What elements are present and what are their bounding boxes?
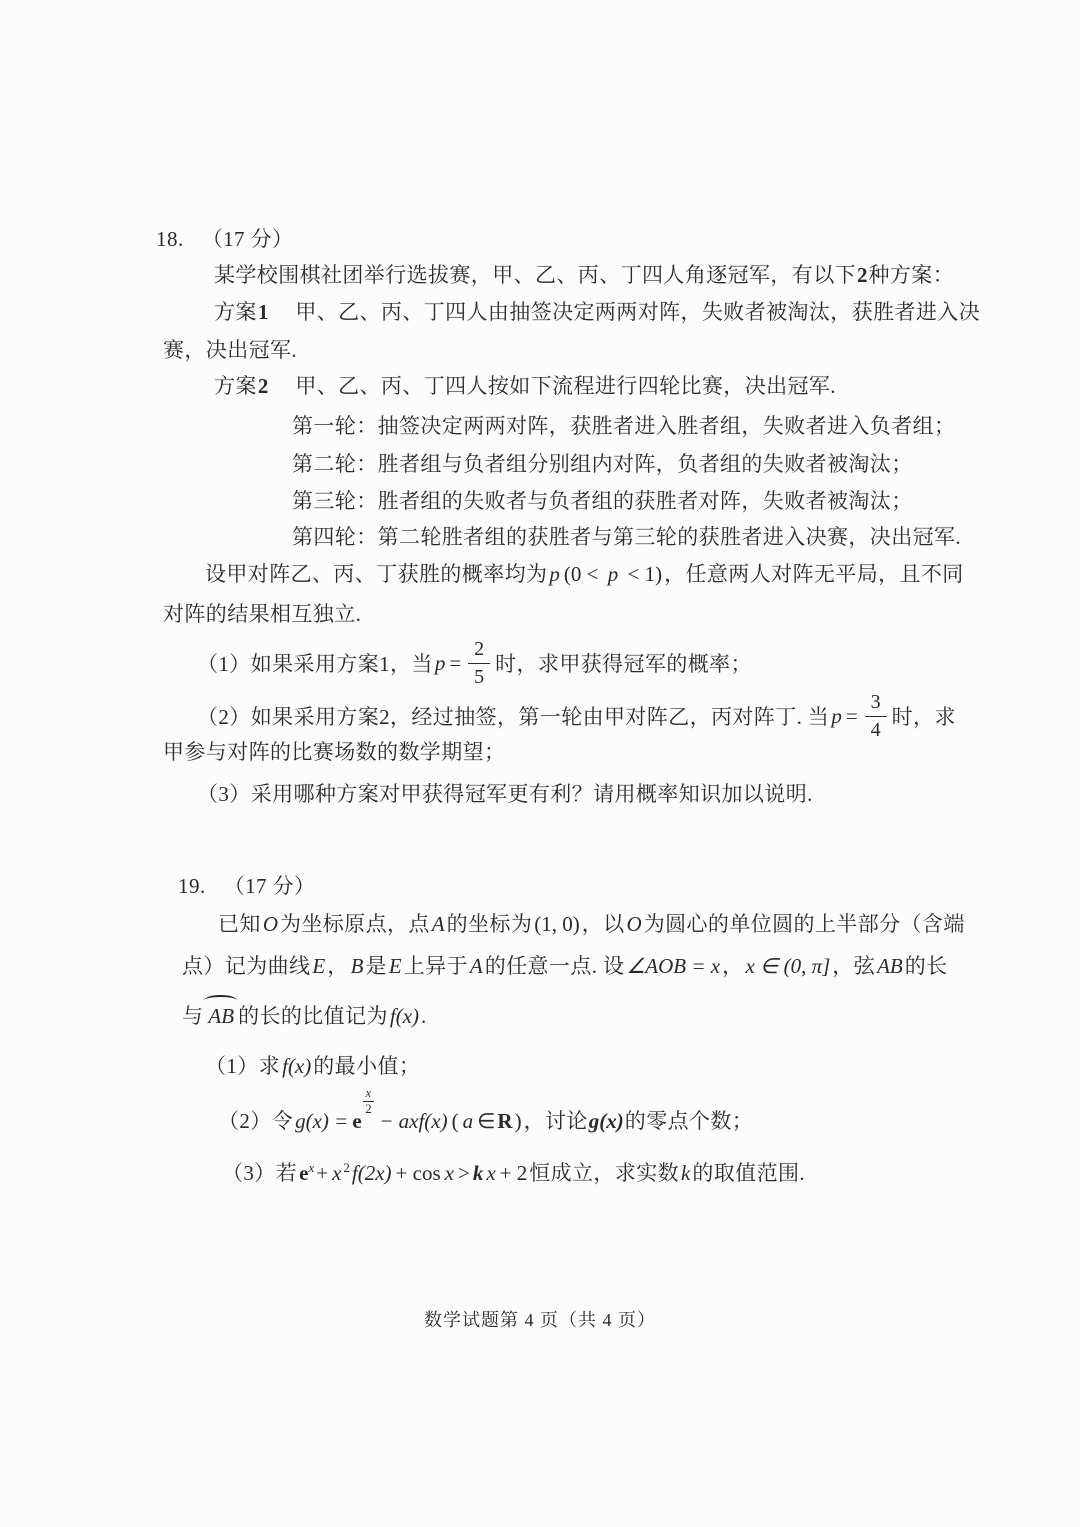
math-paren: (0 < — [563, 562, 604, 586]
math-var-p: p — [434, 650, 446, 675]
problem-18-number: 18. — [156, 227, 184, 251]
text-run: 与 — [182, 1004, 204, 1028]
plan2-label-number: 2 — [257, 374, 269, 398]
q2-text-end: 时，求 — [891, 705, 956, 729]
text-run: 恒成立，求实数 — [529, 1161, 680, 1185]
math-fx: f(x) — [389, 1004, 420, 1028]
text-run: 上异于 — [403, 954, 468, 978]
plan1-text-cont: 赛，决出冠军. — [163, 338, 298, 362]
p19-intro-line2 — [182, 953, 948, 980]
text-run: ， — [327, 954, 349, 978]
math-var-B: B — [350, 954, 364, 978]
p19-intro-line3 — [182, 1003, 427, 1030]
math-var-p: p — [607, 562, 619, 586]
p19-question-1 — [205, 1053, 420, 1080]
fraction-numerator: 2 — [468, 638, 490, 664]
problem-19-number: 19. — [178, 874, 206, 898]
plan1-text: 甲、乙、丙、丁四人由抽签决定两两对阵，失败者被淘汰，获胜者进入决 — [295, 300, 981, 324]
problem-19-heading — [178, 873, 315, 900]
math-axfx: − axf(x) — [379, 1109, 448, 1134]
plan2-label: 方案 — [214, 374, 257, 398]
q1-text-end: 时，求甲获得冠军的概率； — [495, 652, 752, 676]
round-4-text: 第四轮：第二轮胜者组的获胜者与第三轮的获胜者进入决赛，决出冠军. — [292, 525, 962, 549]
math-var-E: E — [312, 954, 326, 978]
math-var-x: x — [444, 1161, 454, 1185]
math-var-x: x — [486, 1161, 496, 1185]
text-run: . — [421, 1004, 427, 1028]
assumption-text: 设甲对阵乙、丙、丁获胜的概率均为 — [205, 562, 548, 586]
equals-sign: = — [845, 703, 858, 728]
math-paren: ( — [451, 1109, 459, 1134]
math-f2x: f(2x) — [351, 1161, 392, 1185]
element-of-symbol: ∈ — [477, 1109, 496, 1134]
round-4-line — [292, 524, 961, 551]
fraction-denominator: 4 — [870, 718, 881, 741]
math-paren: < 1) — [622, 562, 663, 586]
plan1-line1 — [214, 299, 980, 326]
round-2-text: 第二轮：胜者组与负者组分别组内对阵，负者组的失败者被淘汰； — [292, 452, 913, 476]
plan2-text: 甲、乙、丙、丁四人按如下流程进行四轮比赛，决出冠军. — [295, 374, 836, 398]
problem-18-heading — [156, 226, 293, 253]
p19-question-2 — [218, 1086, 754, 1135]
math-arc-AB: AB — [206, 1003, 236, 1030]
cosine-term: + cos — [395, 1161, 441, 1185]
round-1-text: 第一轮：抽签决定两两对阵，获胜者进入胜者组，失败者进入负者组； — [292, 414, 956, 438]
problem-18-intro — [214, 262, 954, 289]
footer-page-indicator: 数学试题第 4 页（共 4 页） — [424, 1310, 656, 1330]
intro-plan-count: 2 — [857, 263, 868, 287]
round-1-line — [292, 413, 955, 440]
q2-text: （2）如果采用方案2，经过抽签，第一轮由甲对阵乙，丙对阵丁. 当 — [197, 705, 830, 729]
math-e: e — [352, 1109, 362, 1134]
math-var-k: k — [681, 1161, 691, 1185]
math-e: e — [299, 1161, 309, 1185]
math-var-p: p — [831, 703, 842, 728]
equals-sign: = — [449, 650, 462, 675]
math-var-a: a — [462, 1109, 474, 1134]
math-gx: g(x) — [588, 1109, 624, 1134]
problem-18-points: （17 分） — [201, 227, 294, 251]
fraction-two-fifths — [468, 638, 490, 689]
math-var-k: k — [472, 1161, 484, 1185]
text-run: 的坐标为 — [446, 912, 533, 936]
text-run: 已知 — [218, 912, 261, 936]
math-var-O: O — [626, 912, 642, 936]
assumption-line2 — [163, 601, 361, 628]
round-3-text: 第三轮：胜者组的失败者与负者组的获胜者对阵，失败者被淘汰； — [292, 489, 913, 513]
greater-than-sign: > — [457, 1161, 470, 1185]
math-paren: ) — [514, 1109, 522, 1134]
text-run: 为坐标原点，点 — [279, 912, 430, 936]
q3-text: （3）采用哪种方案对甲获得冠军更有利？请用概率知识加以说明. — [197, 782, 813, 806]
p19-question-3 — [222, 1160, 805, 1187]
fraction-denominator: 5 — [474, 665, 485, 688]
fraction-three-quarters — [865, 691, 887, 742]
math-var-x: x — [332, 1161, 342, 1185]
math-var-A: A — [469, 954, 483, 978]
p18-question-2 — [197, 687, 956, 745]
math-fx: f(x) — [282, 1054, 312, 1078]
math-domain-x: x ∈ (0, π] — [745, 954, 831, 978]
p19-intro-line1 — [218, 911, 965, 938]
round-2-line — [292, 451, 913, 478]
q1-text: （1）求 — [205, 1054, 281, 1078]
q1-text: （1）如果采用方案1，当 — [197, 652, 433, 676]
plan1-label: 方案 — [214, 300, 257, 324]
text-run: 的任意一点. 设 — [484, 954, 625, 978]
math-var-p: p — [549, 562, 560, 586]
plus-two-term: + 2 — [499, 1161, 528, 1185]
math-angle-AOB: ∠AOB = x — [626, 954, 721, 978]
q2-text-end: 的零点个数； — [624, 1109, 754, 1134]
text-run: ，弦 — [832, 954, 876, 978]
text-run: 的长 — [904, 954, 948, 978]
text-run: ，以 — [581, 912, 625, 936]
plan2-line — [214, 373, 836, 400]
assumption-line1 — [205, 561, 964, 588]
intro-text-end: 种方案： — [868, 263, 955, 287]
math-coords: (1, 0) — [534, 912, 580, 936]
exponent-denominator: 2 — [365, 1102, 372, 1117]
p18-question-3 — [197, 781, 813, 808]
exponent-2: 2 — [343, 1160, 350, 1175]
fraction-numerator: 3 — [865, 691, 887, 717]
exponent-x: x — [308, 1160, 315, 1175]
text-run: ，讨论 — [523, 1109, 588, 1134]
math-var-E: E — [388, 954, 402, 978]
page-footer — [0, 1306, 1080, 1332]
math-chord-AB: AB — [877, 954, 903, 978]
q2-text: （2）令 — [218, 1109, 294, 1134]
q2-text-cont: 甲参与对阵的比赛场数的数学期望； — [163, 740, 506, 764]
problem-19-points: （17 分） — [223, 874, 316, 898]
math-var-A: A — [431, 912, 445, 936]
text-run: 的长的比值记为 — [238, 1004, 388, 1028]
math-R-set: R — [497, 1109, 513, 1134]
exponent-numerator: x — [363, 1087, 375, 1102]
exponent-fraction-x-over-2 — [363, 1087, 375, 1116]
p18-question-2-cont — [163, 739, 505, 766]
intro-text: 某学校围棋社团举行选拔赛，甲、乙、丙、丁四人角逐冠军，有以下 — [214, 263, 856, 287]
text-run: ， — [722, 954, 744, 978]
p18-question-1 — [197, 634, 752, 692]
assumption-text-end: ，任意两人对阵无平局，且不同 — [664, 562, 964, 586]
text-run: 点）记为曲线 — [182, 954, 311, 978]
math-var-O: O — [262, 912, 278, 936]
q3-text-end: 的取值范围. — [692, 1161, 806, 1185]
q1-text-end: 的最小值； — [313, 1054, 421, 1078]
q3-text: （3）若 — [222, 1161, 298, 1185]
text-run: 为圆心的单位圆的上半部分（含端 — [643, 912, 965, 936]
assumption-text-cont: 对阵的结果相互独立. — [163, 602, 362, 626]
plan1-label-number: 1 — [257, 300, 269, 324]
text-run: 是 — [365, 954, 387, 978]
round-3-line — [292, 488, 913, 515]
plan1-line2 — [163, 337, 297, 364]
math-gx-equals: g(x) = — [295, 1109, 349, 1134]
plus-sign: + — [316, 1161, 329, 1185]
